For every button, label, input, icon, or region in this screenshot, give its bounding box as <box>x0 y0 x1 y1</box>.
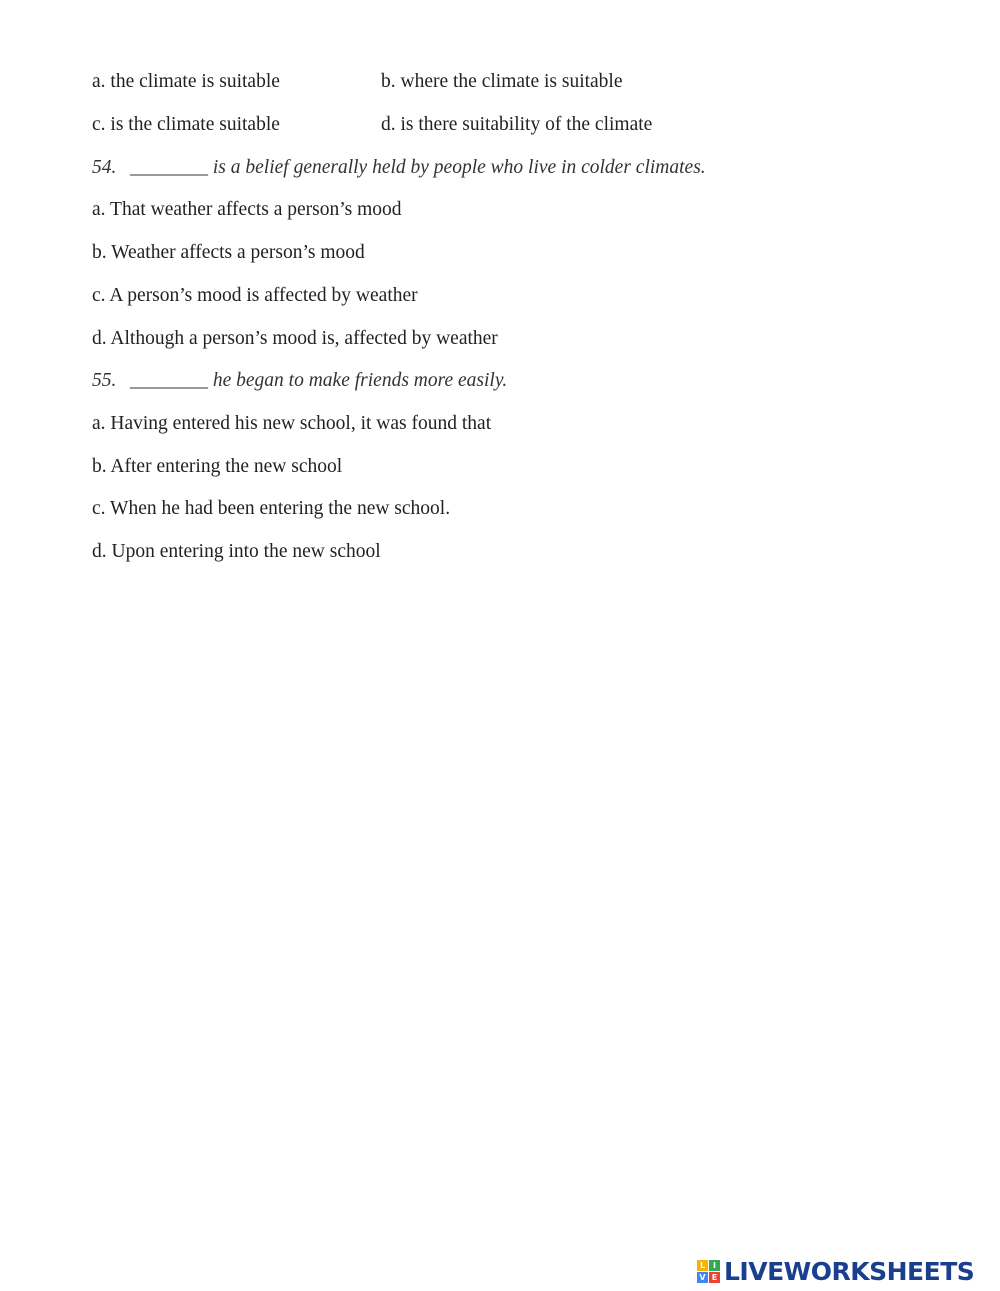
live-logo-icon <box>697 1260 720 1283</box>
q55-stem: he began to make friends more easily. <box>208 370 508 391</box>
logo-letter-v: V <box>697 1272 708 1283</box>
q55-option-a: a. Having entered his new school, it was found that <box>92 413 492 434</box>
q55-option-c: c. When he had been entering the new school. <box>92 498 451 519</box>
liveworksheets-logo <box>697 1256 974 1286</box>
q55-number: 55. <box>92 370 117 391</box>
q53-option-d: d. is there suitability of the climate <box>381 114 653 135</box>
logo-letter-e: E <box>709 1272 720 1283</box>
q53-option-c: c. is the climate suitable <box>92 114 280 135</box>
logo-letter-i: I <box>709 1260 720 1271</box>
q53-option-b: b. where the climate is suitable <box>381 71 623 92</box>
q54-blank: ________ <box>130 157 208 178</box>
q54-question <box>92 156 706 180</box>
logo-letter-l: L <box>697 1260 708 1271</box>
q54-option-c: c. A person’s mood is affected by weather <box>92 285 418 306</box>
q54-number: 54. <box>92 157 117 178</box>
q54-option-b: b. Weather affects a person’s mood <box>92 242 365 263</box>
q55-blank: ________ <box>130 370 208 391</box>
q55-option-d: d. Upon entering into the new school <box>92 541 381 562</box>
q53-option-a: a. the climate is suitable <box>92 71 280 92</box>
q55-option-b: b. After entering the new school <box>92 456 343 477</box>
q54-option-a: a. That weather affects a person’s mood <box>92 199 402 220</box>
q55-question <box>92 369 507 393</box>
q54-option-d: d. Although a person’s mood is, affected by weather <box>92 328 498 349</box>
q54-stem: is a belief generally held by people who live in colder climates. <box>208 157 706 178</box>
logo-wordmark: LIVEWORKSHEETS <box>724 1256 975 1286</box>
